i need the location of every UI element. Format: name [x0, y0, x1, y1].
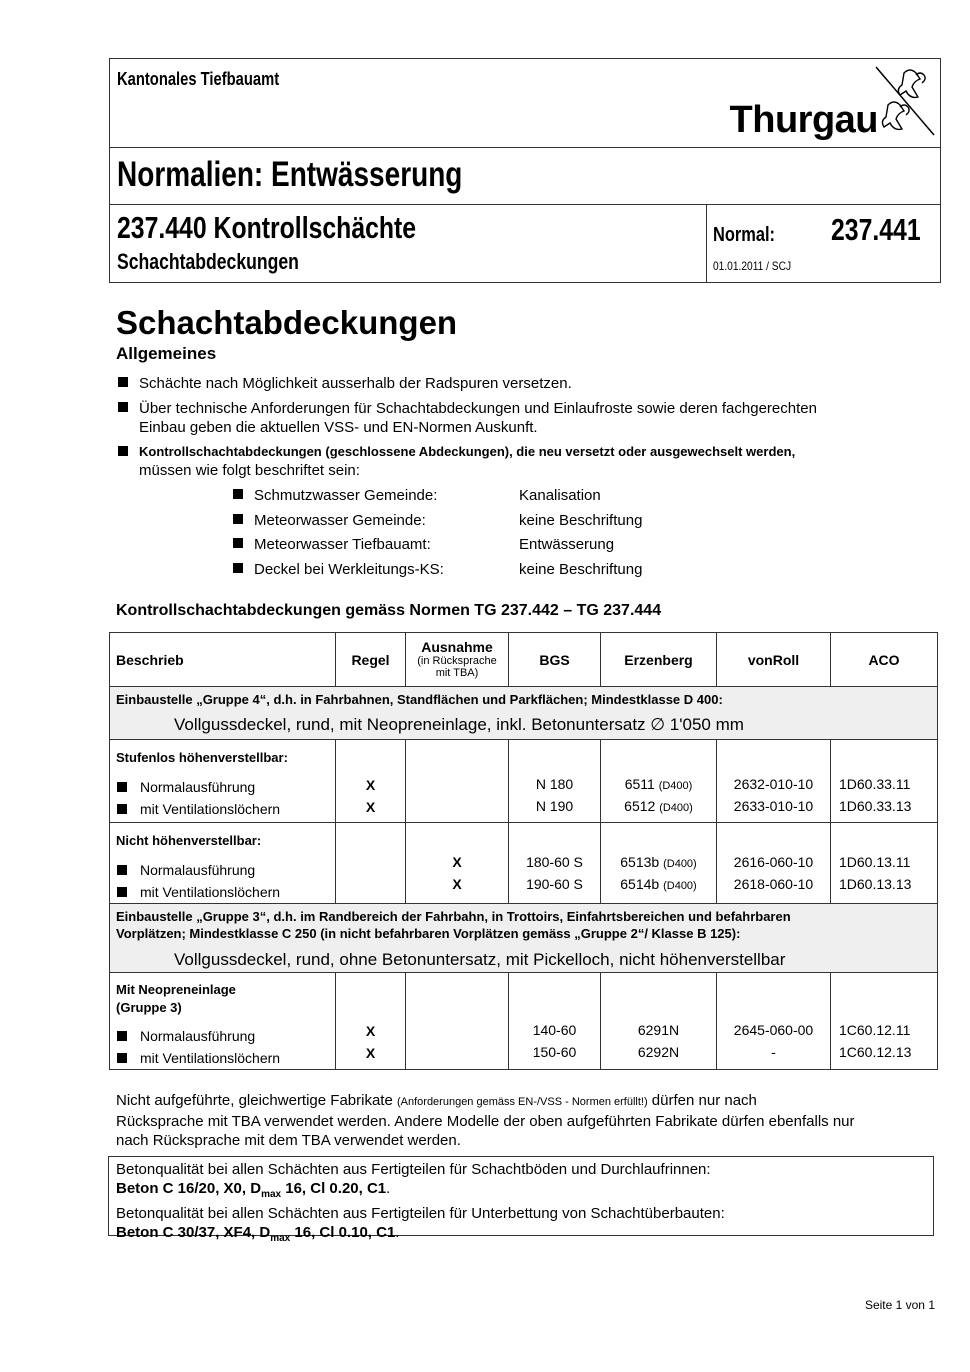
erzenberg-cell: 6511 (D400) 6512 (D400)	[601, 740, 717, 823]
bullet-square-icon	[117, 887, 127, 897]
agency-name: Kantonales Tiefbauamt	[117, 69, 280, 89]
bullet-square-icon	[117, 865, 127, 875]
section-cell	[110, 740, 336, 823]
ausnahme-note: mit TBA)	[435, 666, 479, 679]
bullet-text: Schächte nach Möglichkeit ausserhalb der Radspuren versetzen.	[139, 375, 572, 392]
concrete-spec-2: Beton C 30/37, XF4, $D_{max}$ 16, Cl 0.10, C1.	[116, 1224, 400, 1244]
bullet-square-icon	[233, 563, 243, 573]
table-row	[110, 823, 938, 904]
page-title: Schachtabdeckungen	[116, 304, 458, 341]
bgs-cell: 140-60 150-60	[509, 973, 601, 1070]
page-number: Seite 1 von 1	[864, 1298, 935, 1312]
col-header-regel: Regel	[336, 633, 406, 687]
group-3-cell	[110, 904, 938, 973]
bgs-cell: 180-60 S 190-60 S	[509, 823, 601, 904]
main-title: Normalien: Entwässerung	[117, 155, 463, 194]
col-header-ausnahme	[406, 633, 509, 687]
norm-subtitle: Schachtabdeckungen	[117, 249, 299, 274]
ausnahme-cell	[406, 973, 509, 1070]
norm-id: 237.440 Kontrollschächte	[117, 210, 417, 245]
aco-cell: 1D60.33.11 1D60.33.13	[831, 740, 938, 823]
col-header-aco: ACO	[831, 633, 938, 687]
bullet-text-continued: Einbau geben die aktuellen VSS- und EN-Normen Auskunft.	[139, 419, 538, 436]
regel-cell: X X	[336, 740, 406, 823]
label-target: Deckel bei Werkleitungs-KS:	[254, 561, 444, 578]
list-item: Normalausführung	[110, 776, 335, 798]
header-top-row	[110, 59, 940, 148]
bullet-square-icon	[233, 538, 243, 548]
bullet-bold-text: Kontrollschachtabdeckungen (geschlossene Abdeckungen), die neu versetzt oder ausgewechselt werden,	[139, 444, 796, 459]
group-row	[110, 904, 938, 973]
section-cell	[110, 973, 336, 1070]
concrete-quality-box	[108, 1156, 934, 1244]
label-value: Entwässerung	[519, 536, 615, 553]
list-item: Normalausführung	[110, 1025, 335, 1047]
erzenberg-cell: 6513b (D400) 6514b (D400)	[601, 823, 717, 904]
vonroll-cell: 2616-060-10 2618-060-10	[717, 823, 831, 904]
label-target: Schmutzwasser Gemeinde:	[254, 487, 438, 504]
brand-wordmark: Thurgau	[729, 99, 878, 141]
col-header-beschrieb: Beschrieb	[110, 633, 336, 687]
bullet-square-icon	[117, 782, 127, 792]
table-row	[110, 740, 938, 823]
normal-date: 01.01.2011 / SCJ	[713, 259, 792, 273]
regel-cell: X X	[336, 973, 406, 1070]
bgs-cell: N 180 N 190	[509, 740, 601, 823]
section-title: Nicht höhenverstellbar:	[116, 833, 262, 848]
ausnahme-cell	[406, 740, 509, 823]
list-item: Normalausführung	[110, 859, 335, 881]
table-header-row	[110, 633, 938, 687]
ausnahme-cell: X X	[406, 823, 509, 904]
label-target: Meteorwasser Gemeinde:	[254, 512, 426, 529]
vonroll-cell: 2645-060-00 -	[717, 973, 831, 1070]
vonroll-cell: 2632-010-10 2633-010-10	[717, 740, 831, 823]
bullet-square-icon	[118, 402, 128, 412]
label-target: Meteorwasser Tiefbauamt:	[254, 536, 431, 553]
header-title-row	[110, 147, 940, 205]
header-divider	[706, 204, 707, 283]
bullet-square-icon	[233, 489, 243, 499]
normal-number: 237.441	[831, 212, 921, 247]
covers-table	[109, 632, 938, 1070]
ausnahme-note: (in Rücksprache	[417, 654, 497, 667]
bullet-square-icon	[117, 1053, 127, 1063]
bullet-square-icon	[233, 514, 243, 524]
section-title: Stufenlos höhenverstellbar:	[116, 750, 288, 765]
col-header-vonroll: vonRoll	[717, 633, 831, 687]
thurgau-lions-crest-icon	[874, 65, 936, 137]
label-value: keine Beschriftung	[519, 512, 643, 529]
group-3-title: Einbaustelle „Gruppe 3“, d.h. im Randbereich der Fahrbahn, in Trottoirs, Einfahrtsbereichen und befahrbaren Vorplätzen; Mindestklasse C 250 (in nicht befahrbaren Vorplätzen gemäss „Gruppe 2“/ Klasse B 125):	[116, 909, 791, 941]
list-item: mit Ventilationslöchern	[110, 798, 335, 820]
bullet-square-icon	[118, 446, 128, 456]
regel-cell	[336, 823, 406, 904]
section-cell	[110, 823, 336, 904]
group-3-description: Vollgussdeckel, rund, ohne Betonuntersatz, mit Pickelloch, nicht höhenverstellbar	[174, 950, 786, 969]
section-title: Mit Neopreneinlage (Gruppe 3)	[116, 982, 236, 1015]
bullet-square-icon	[117, 804, 127, 814]
ausnahme-title: Ausnahme	[421, 638, 493, 655]
bullet-square-icon	[118, 377, 128, 387]
section-heading: Allgemeines	[116, 344, 217, 363]
list-item: mit Ventilationslöchern	[110, 1047, 335, 1069]
table-title: Kontrollschachtabdeckungen gemäss Normen TG 237.442 – TG 237.444	[116, 602, 662, 619]
concrete-note-1: Betonqualität bei allen Schächten aus Fertigteilen für Schachtböden und Durchlaufrinnen:	[116, 1161, 711, 1178]
normal-label: Normal:	[713, 224, 775, 246]
table-row	[110, 973, 938, 1070]
label-value: Kanalisation	[519, 487, 601, 504]
concrete-note-2: Betonqualität bei allen Schächten aus Fertigteilen für Unterbettung von Schachtüberbauten:	[116, 1205, 725, 1222]
bullet-text: Über technische Anforderungen für Schachtabdeckungen und Einlaufroste sowie deren fachgerechten	[139, 400, 817, 417]
col-header-erzenberg: Erzenberg	[601, 633, 717, 687]
concrete-spec-1: Beton C 16/20, X0, $D_{max}$ 16, Cl 0.20, C1.	[116, 1180, 391, 1200]
erzenberg-cell: 6291N 6292N	[601, 973, 717, 1070]
group-row	[110, 687, 938, 740]
equivalent-products-note: Nicht aufgeführte, gleichwertige Fabrikate (Anforderungen gemäss EN-/VSS - Normen erfüllt!) dürfen nur nach Rücksprache mit TBA verwendet werden. Andere Modelle der oben aufgeführten Fabrikate dürfen ebenfalls nur nach Rücksprache mit dem TBA verwendet werden.	[116, 1092, 855, 1149]
header-norm-row	[110, 204, 940, 283]
document-header	[109, 58, 941, 283]
aco-cell: 1D60.13.11 1D60.13.13	[831, 823, 938, 904]
col-header-bgs: BGS	[509, 633, 601, 687]
aco-cell: 1C60.12.11 1C60.12.13	[831, 973, 938, 1070]
label-value: keine Beschriftung	[519, 561, 643, 578]
bullet-text-continued: müssen wie folgt beschriftet sein:	[139, 462, 360, 479]
group-4-title: Einbaustelle „Gruppe 4“, d.h. in Fahrbahnen, Standflächen und Parkflächen; Mindestklasse D 400:	[116, 692, 723, 707]
list-item: mit Ventilationslöchern	[110, 881, 335, 903]
bullet-square-icon	[117, 1031, 127, 1041]
group-4-description: Vollgussdeckel, rund, mit Neopreneinlage, inkl. Betonuntersatz ∅ 1'050 mm	[174, 715, 744, 734]
group-4-cell	[110, 687, 938, 740]
